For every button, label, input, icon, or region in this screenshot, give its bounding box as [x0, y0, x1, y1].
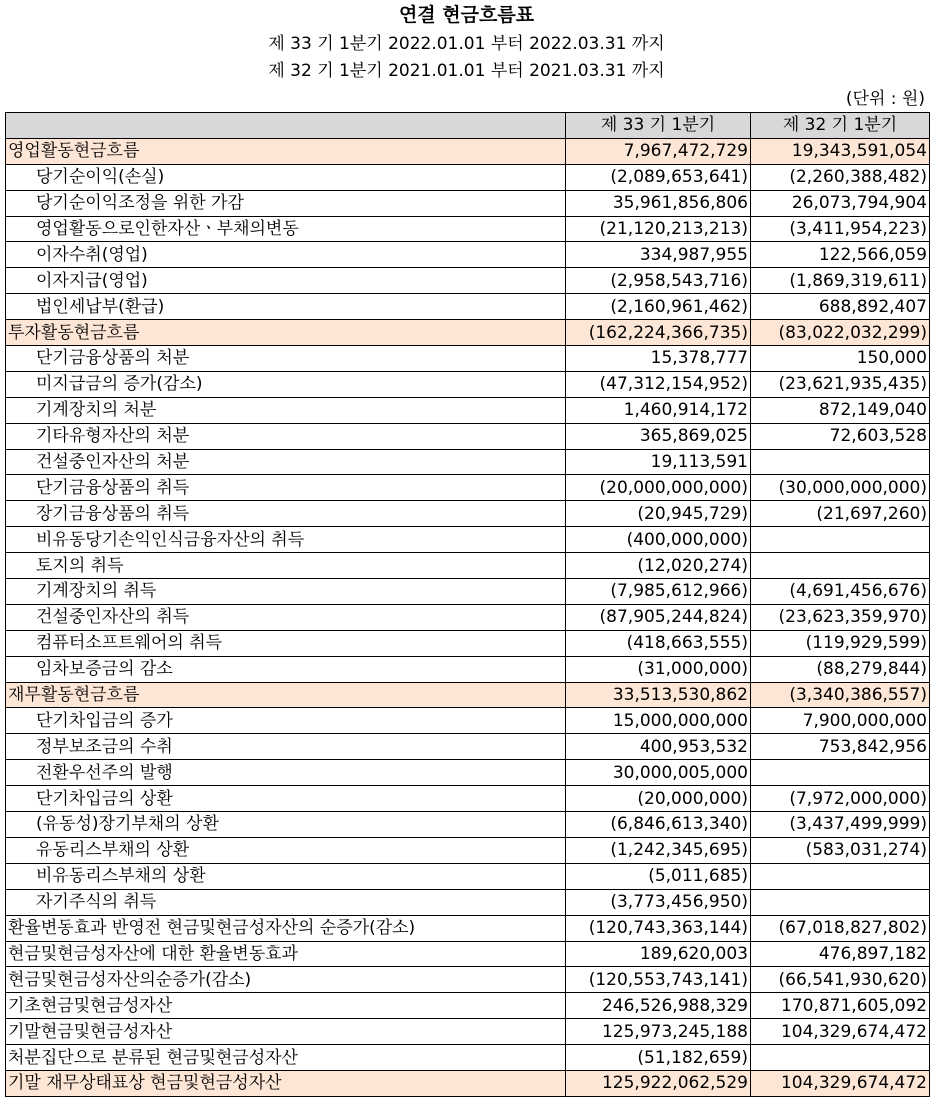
header-current-period: 제 33 기 1분기	[566, 113, 751, 139]
table-row	[6, 242, 930, 268]
current-period-value: (12,020,274)	[566, 553, 751, 579]
row-label: 기계장치의 취득	[6, 579, 566, 605]
table-row	[6, 216, 930, 242]
current-period-value: (31,000,000)	[566, 656, 751, 682]
prior-period-value: (30,000,000,000)	[751, 475, 930, 501]
table-row	[6, 863, 930, 889]
current-period-value: (6,846,613,340)	[566, 812, 751, 838]
section-row	[6, 138, 930, 164]
current-period-value: 30,000,005,000	[566, 760, 751, 786]
prior-period-value: 104,329,674,472	[751, 1019, 930, 1045]
table-row	[6, 346, 930, 372]
current-period-value: 15,378,777	[566, 346, 751, 372]
prior-period-value: (4,691,456,676)	[751, 579, 930, 605]
row-label: (유동성)장기부채의 상환	[6, 812, 566, 838]
current-period-value: (2,089,653,641)	[566, 164, 751, 190]
row-label: 법인세납부(환급)	[6, 294, 566, 320]
row-label: 당기순이익(손실)	[6, 164, 566, 190]
row-label: 자기주식의 취득	[6, 889, 566, 915]
current-period-value: 125,973,245,188	[566, 1019, 751, 1045]
row-label: 단기차입금의 상환	[6, 786, 566, 812]
current-period-value: (120,743,363,144)	[566, 915, 751, 941]
row-label: 미지급금의 증가(감소)	[6, 371, 566, 397]
current-period-value: 15,000,000,000	[566, 708, 751, 734]
current-period-value: (418,663,555)	[566, 630, 751, 656]
header-row	[6, 113, 930, 139]
current-period-value: (5,011,685)	[566, 863, 751, 889]
section-row	[6, 320, 930, 346]
prior-period-value: (21,697,260)	[751, 501, 930, 527]
prior-period-value: 72,603,528	[751, 423, 930, 449]
period-prior: 제 32 기 1분기 2021.01.01 부터 2021.03.31 까지	[268, 61, 665, 81]
prior-period-value: (67,018,827,802)	[751, 915, 930, 941]
prior-period-value: 170,871,605,092	[751, 993, 930, 1019]
current-period-value: (3,773,456,950)	[566, 889, 751, 915]
current-period-value: 7,967,472,729	[566, 138, 751, 164]
prior-period-value: (3,437,499,999)	[751, 812, 930, 838]
current-period-value: (47,312,154,952)	[566, 371, 751, 397]
prior-period-value: 688,892,407	[751, 294, 930, 320]
table-row	[6, 786, 930, 812]
current-period-value: (87,905,244,824)	[566, 604, 751, 630]
table-row	[6, 630, 930, 656]
prior-period-value	[751, 889, 930, 915]
table-row	[6, 708, 930, 734]
table-row	[6, 423, 930, 449]
prior-period-value: (88,279,844)	[751, 656, 930, 682]
table-row	[6, 812, 930, 838]
row-label: 장기금융상품의 취득	[6, 501, 566, 527]
current-period-value: 125,922,062,529	[566, 1070, 751, 1096]
prior-period-value: (7,972,000,000)	[751, 786, 930, 812]
prior-period-value: 476,897,182	[751, 941, 930, 967]
period-current: 제 33 기 1분기 2022.01.01 부터 2022.03.31 까지	[268, 34, 665, 54]
row-label: 이자지급(영업)	[6, 268, 566, 294]
prior-period-value: (119,929,599)	[751, 630, 930, 656]
row-label: 처분집단으로 분류된 현금및현금성자산	[6, 1045, 566, 1071]
prior-period-value: (3,411,954,223)	[751, 216, 930, 242]
prior-period-value: 753,842,956	[751, 734, 930, 760]
row-label: 건설중인자산의 처분	[6, 449, 566, 475]
unit-label: (단위 : 원)	[845, 89, 925, 109]
table-row	[6, 579, 930, 605]
table-row	[6, 604, 930, 630]
prior-period-value: (66,541,930,620)	[751, 967, 930, 993]
row-label: 정부보조금의 수취	[6, 734, 566, 760]
current-period-value: (2,958,543,716)	[566, 268, 751, 294]
current-period-value: 189,620,003	[566, 941, 751, 967]
current-period-value: (162,224,366,735)	[566, 320, 751, 346]
row-label: 비유동당기손익인식금융자산의 취득	[6, 527, 566, 553]
current-period-value: (2,160,961,462)	[566, 294, 751, 320]
prior-period-value: 150,000	[751, 346, 930, 372]
prior-period-value: (583,031,274)	[751, 837, 930, 863]
row-label: 단기차입금의 증가	[6, 708, 566, 734]
row-label: 건설중인자산의 취득	[6, 604, 566, 630]
current-period-value: (400,000,000)	[566, 527, 751, 553]
table-row	[6, 734, 930, 760]
row-label: 컴퓨터소프트웨어의 취득	[6, 630, 566, 656]
row-label: 기말 재무상태표상 현금및현금성자산	[6, 1070, 566, 1096]
table-row	[6, 475, 930, 501]
table-row	[6, 553, 930, 579]
current-period-value: 334,987,955	[566, 242, 751, 268]
table-row	[6, 397, 930, 423]
table-row	[6, 889, 930, 915]
table-row	[6, 915, 930, 941]
row-label: 재무활동현금흐름	[6, 682, 566, 708]
prior-period-value: 122,566,059	[751, 242, 930, 268]
current-period-value: (120,553,743,141)	[566, 967, 751, 993]
current-period-value: 19,113,591	[566, 449, 751, 475]
prior-period-value	[751, 527, 930, 553]
row-label: 환율변동효과 반영전 현금및현금성자산의 순증가(감소)	[6, 915, 566, 941]
prior-period-value: (3,340,386,557)	[751, 682, 930, 708]
current-period-value: 400,953,532	[566, 734, 751, 760]
current-period-value: (20,000,000)	[566, 786, 751, 812]
prior-period-value: (23,621,935,435)	[751, 371, 930, 397]
row-label: 투자활동현금흐름	[6, 320, 566, 346]
table-row	[6, 501, 930, 527]
current-period-value: 1,460,914,172	[566, 397, 751, 423]
section-row	[6, 1070, 930, 1096]
table-row	[6, 164, 930, 190]
prior-period-value: (83,022,032,299)	[751, 320, 930, 346]
row-label: 기초현금및현금성자산	[6, 993, 566, 1019]
current-period-value: (21,120,213,213)	[566, 216, 751, 242]
current-period-value: 365,869,025	[566, 423, 751, 449]
table-row	[6, 656, 930, 682]
current-period-value: (20,945,729)	[566, 501, 751, 527]
table-body	[6, 138, 930, 1096]
prior-period-value: 872,149,040	[751, 397, 930, 423]
table-row	[6, 993, 930, 1019]
row-label: 토지의 취득	[6, 553, 566, 579]
current-period-value: (20,000,000,000)	[566, 475, 751, 501]
header-label-cell	[6, 113, 566, 139]
prior-period-value	[751, 1045, 930, 1071]
row-label: 현금및현금성자산에 대한 환율변동효과	[6, 941, 566, 967]
table-row	[6, 1019, 930, 1045]
current-period-value: (51,182,659)	[566, 1045, 751, 1071]
current-period-value: (7,985,612,966)	[566, 579, 751, 605]
row-label: 기말현금및현금성자산	[6, 1019, 566, 1045]
row-label: 단기금융상품의 처분	[6, 346, 566, 372]
table-row	[6, 449, 930, 475]
statement-title: 연결 현금흐름표	[398, 4, 535, 26]
current-period-value: 35,961,856,806	[566, 190, 751, 216]
table-row	[6, 941, 930, 967]
current-period-value: 33,513,530,862	[566, 682, 751, 708]
row-label: 영업활동으로인한자산ㆍ부채의변동	[6, 216, 566, 242]
row-label: 이자수취(영업)	[6, 242, 566, 268]
row-label: 전환우선주의 발행	[6, 760, 566, 786]
row-label: 비유동리스부채의 상환	[6, 863, 566, 889]
prior-period-value: 19,343,591,054	[751, 138, 930, 164]
table-row	[6, 268, 930, 294]
cash-flow-table	[5, 112, 930, 1097]
row-label: 현금및현금성자산의순증가(감소)	[6, 967, 566, 993]
prior-period-value: 7,900,000,000	[751, 708, 930, 734]
table-row	[6, 190, 930, 216]
prior-period-value: 104,329,674,472	[751, 1070, 930, 1096]
row-label: 임차보증금의 감소	[6, 656, 566, 682]
prior-period-value: 26,073,794,904	[751, 190, 930, 216]
table-row	[6, 371, 930, 397]
prior-period-value	[751, 553, 930, 579]
prior-period-value: (1,869,319,611)	[751, 268, 930, 294]
row-label: 기타유형자산의 처분	[6, 423, 566, 449]
row-label: 당기순이익조정을 위한 가감	[6, 190, 566, 216]
prior-period-value	[751, 449, 930, 475]
prior-period-value: (2,260,388,482)	[751, 164, 930, 190]
row-label: 기계장치의 처분	[6, 397, 566, 423]
row-label: 유동리스부채의 상환	[6, 837, 566, 863]
row-label: 영업활동현금흐름	[6, 138, 566, 164]
header-prior-period: 제 32 기 1분기	[751, 113, 930, 139]
table-row	[6, 1045, 930, 1071]
table-row	[6, 760, 930, 786]
table-row	[6, 837, 930, 863]
table-row	[6, 527, 930, 553]
row-label: 단기금융상품의 취득	[6, 475, 566, 501]
prior-period-value	[751, 760, 930, 786]
current-period-value: 246,526,988,329	[566, 993, 751, 1019]
prior-period-value	[751, 863, 930, 889]
table-row	[6, 294, 930, 320]
prior-period-value: (23,623,359,970)	[751, 604, 930, 630]
current-period-value: (1,242,345,695)	[566, 837, 751, 863]
table-row	[6, 967, 930, 993]
section-row	[6, 682, 930, 708]
